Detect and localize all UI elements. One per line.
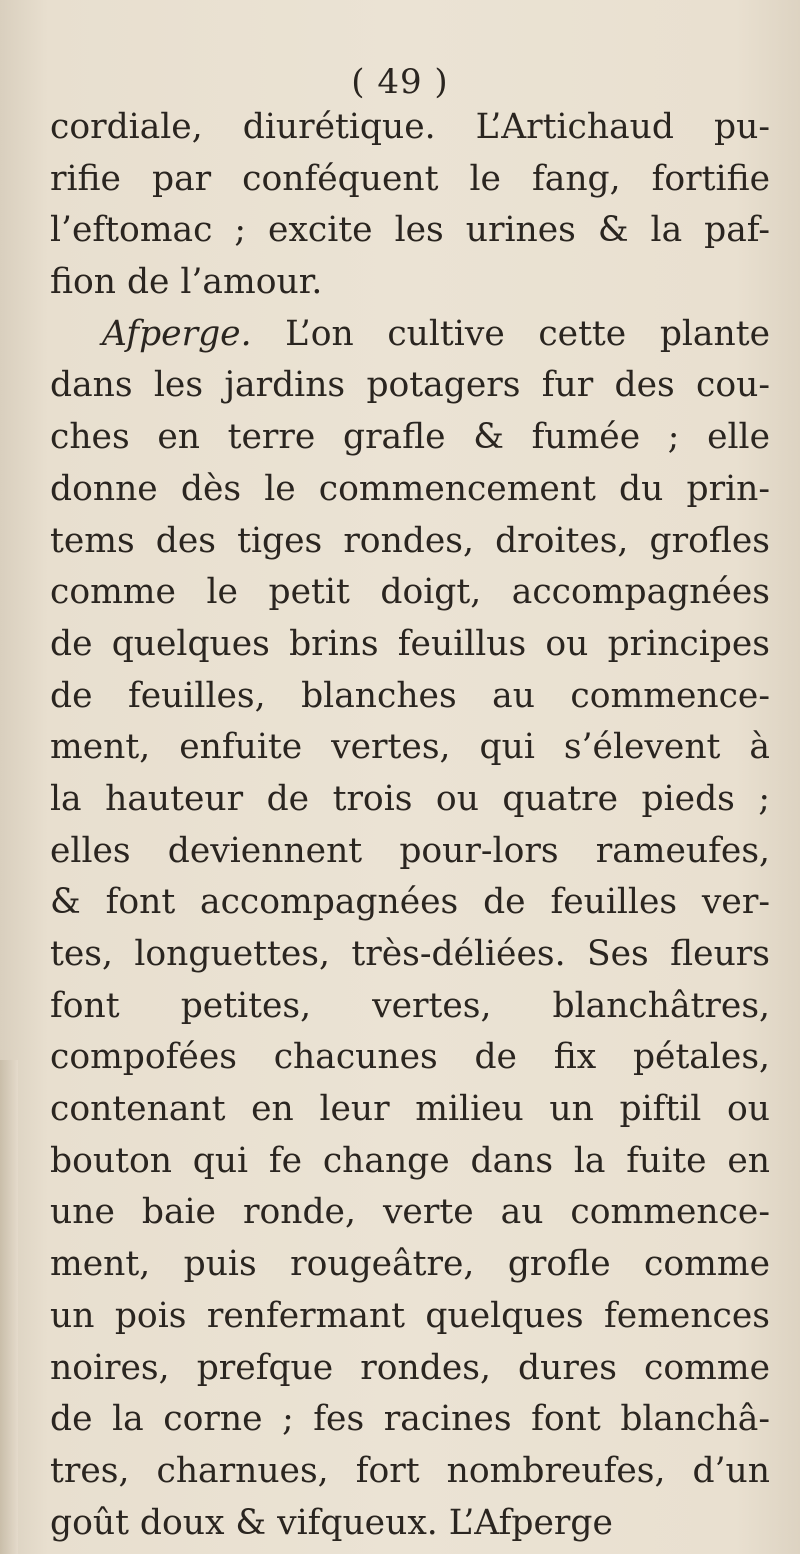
text-line: un pois renfermant quelques femences — [50, 1295, 770, 1336]
entry-text: L’on cultive cette plante — [285, 313, 771, 354]
text-line: & font accompagnées de feuilles ver- — [50, 882, 770, 923]
text-line: rifie par conféquent le fang, fortifie — [50, 158, 770, 199]
text-line: comme le petit doigt, accompagnées — [50, 572, 770, 613]
text-line: compofées chacunes de fix pétales, — [50, 1037, 770, 1078]
page-edge-shadow — [0, 1060, 18, 1554]
text-line: ment, enfuite vertes, qui s’élevent à — [50, 727, 770, 768]
text-line: tems des tiges rondes, droites, grofles — [50, 520, 770, 561]
text-line: tres, charnues, fort nombreufes, d’un — [50, 1450, 770, 1491]
text-line: bouton qui fe change dans la fuite en — [50, 1140, 770, 1181]
text-line: une baie ronde, verte au commence- — [50, 1192, 770, 1233]
text-line: ches en terre grafle & fumée ; elle — [50, 417, 770, 458]
text-line: tes, longuettes, très-déliées. Ses fleurs — [50, 934, 770, 974]
text-line: noires, prefque rondes, dures comme — [50, 1347, 770, 1388]
text-line: l’eftomac ; excite les urines & la paf- — [50, 210, 770, 251]
text-line: dans les jardins potagers fur des cou- — [50, 365, 770, 406]
page-number: ( 49 ) — [351, 62, 449, 102]
text-line: goût doux & vifqueux. L’Afperge — [50, 1502, 613, 1543]
text-line: cordiale, diurétique. L’Artichaud pu- — [50, 107, 770, 147]
text-line: font petites, vertes, blanchâtres, — [50, 985, 770, 1026]
text-line: ment, puis rougeâtre, grofle comme — [50, 1244, 770, 1285]
text-line: de feuilles, blanches au commence- — [50, 675, 770, 716]
text-line: contenant en leur milieu un piftil ou — [50, 1089, 770, 1130]
text-line-entry — [50, 309, 770, 361]
text-line: donne dès le commencement du prin- — [50, 468, 770, 509]
text-line: elles deviennent pour-lors rameufes, — [50, 830, 770, 871]
entry-heading: Afperge. — [102, 313, 252, 354]
text-line: de la corne ; fes racines font blanchâ- — [50, 1399, 770, 1440]
text-line: de quelques brins feuillus ou principes — [50, 623, 770, 664]
text-line: fion de l’amour. — [50, 262, 323, 303]
body-text — [50, 102, 770, 1549]
text-line: la hauteur de trois ou quatre pieds ; — [50, 778, 770, 819]
